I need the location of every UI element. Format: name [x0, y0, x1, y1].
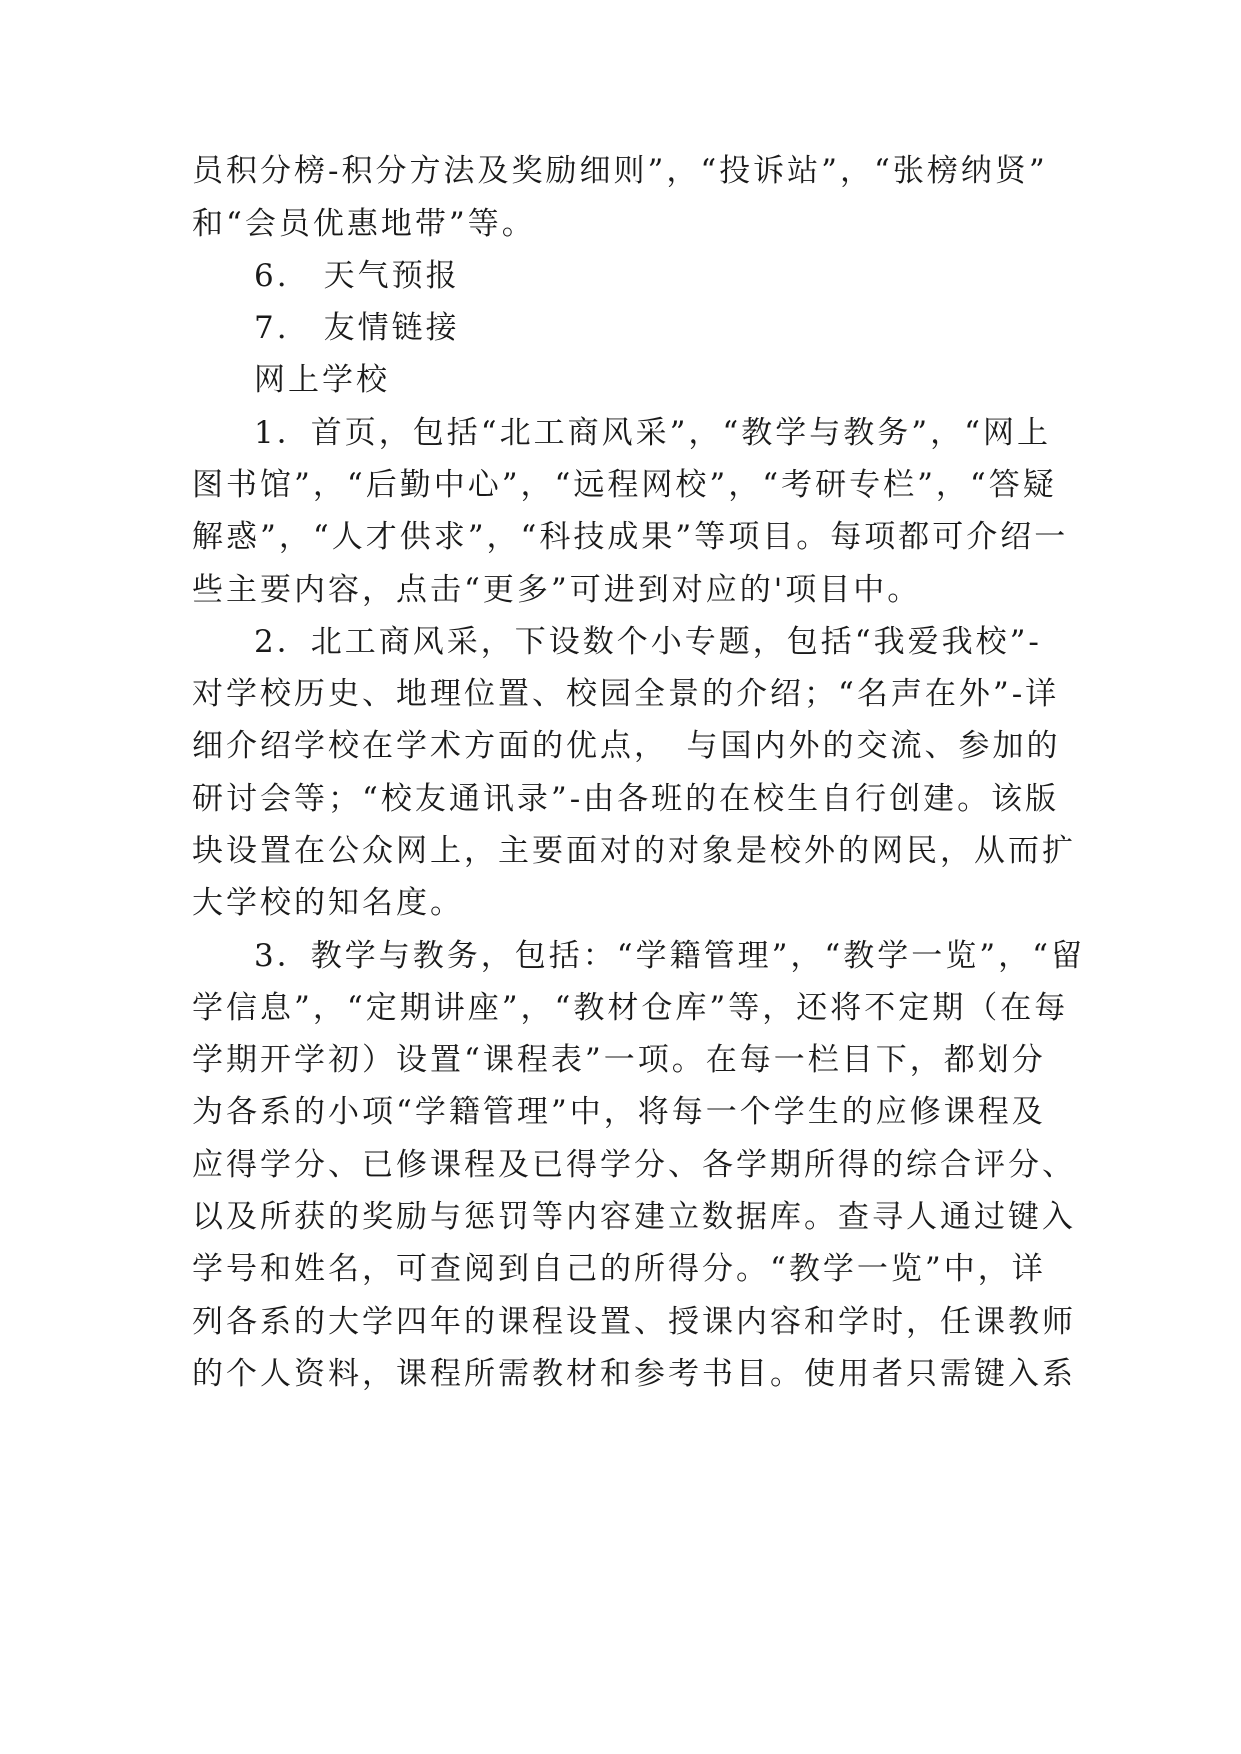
- text-line: 学信息”，“定期讲座”，“教材仓库”等，还将不定期（在每: [192, 990, 1069, 1026]
- text-line: 的个人资料，课程所需教材和参考书目。使用者只需键入系: [192, 1356, 1076, 1392]
- text-line: 为各系的小项“学籍管理”中，将每一个学生的应修课程及: [192, 1094, 1046, 1130]
- text-line: 细介绍学校在学术方面的优点， 与国内外的交流、参加的: [192, 728, 1061, 764]
- text-line: 块设置在公众网上，主要面对的对象是校外的网民，从而扩: [192, 833, 1076, 869]
- text-line: 解惑”，“人才供求”，“科技成果”等项目。每项都可介绍一: [192, 519, 1069, 555]
- text-line: 图书馆”，“后勤中心”，“远程网校”，“考研专栏”，“答疑: [192, 467, 1057, 503]
- paragraph-3-start: 3．教学与教务，包括：“学籍管理”，“教学一览”，“留: [254, 938, 1085, 974]
- text-line: 大学校的知名度。: [192, 885, 464, 921]
- paragraph-1-start: 1．首页，包括“北工商风采”，“教学与教务”，“网上: [254, 415, 1051, 451]
- paragraph-2-start: 2．北工商风采，下设数个小专题，包括“我爱我校”-: [254, 624, 1042, 660]
- text-line: 学号和姓名，可查阅到自己的所得分。“教学一览”中，详: [192, 1251, 1046, 1287]
- section-heading: 网上学校: [254, 362, 390, 398]
- list-item-weather: 6. 天气预报: [254, 258, 460, 294]
- text-line: 些主要内容，点击“更多”可进到对应的'项目中。: [192, 572, 922, 608]
- text-line: 列各系的大学四年的课程设置、授课内容和学时，任课教师: [192, 1304, 1076, 1340]
- text-line: 学期开学初）设置“课程表”一项。在每一栏目下，都划分: [192, 1042, 1046, 1078]
- text-line: 研讨会等；“校友通讯录”-由各班的在校生自行创建。该版: [192, 781, 1060, 817]
- text-line: 对学校历史、地理位置、校园全景的介绍；“名声在外”-详: [192, 676, 1060, 712]
- list-item-links: 7. 友情链接: [254, 310, 460, 346]
- text-line: 员积分榜-积分方法及奖励细则”，“投诉站”，“张榜纳贤”: [192, 153, 1048, 189]
- text-line: 以及所获的奖励与惩罚等内容建立数据库。查寻人通过键入: [192, 1199, 1076, 1235]
- text-line: 应得学分、已修课程及已得学分、各学期所得的综合评分、: [192, 1147, 1076, 1183]
- text-line: 和“会员优惠地带”等。: [192, 206, 536, 242]
